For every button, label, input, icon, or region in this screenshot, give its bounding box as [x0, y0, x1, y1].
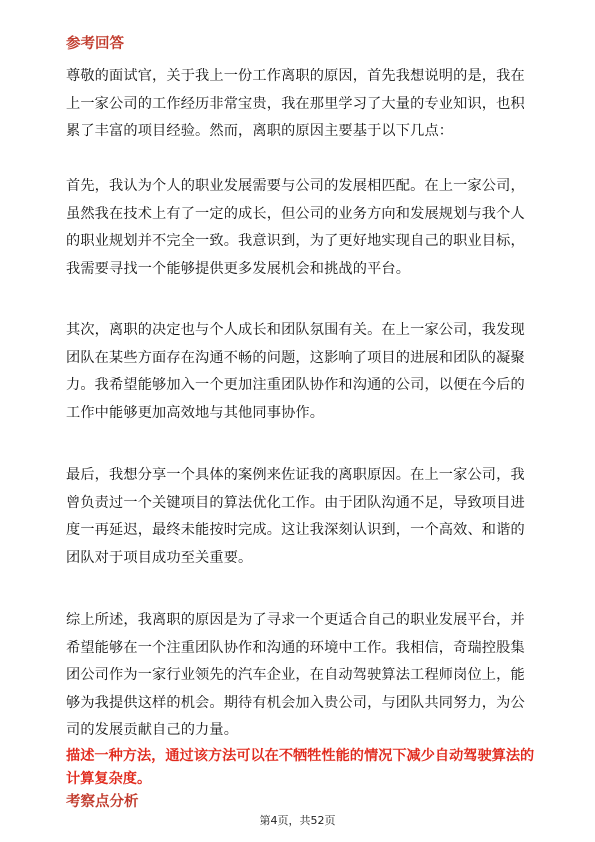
answer-paragraph-second-reason: 其次，离职的决定也与个人成长和团队氛围有关。在上一家公司，我发现团队在某些方面存在沟通不畅的问题，这影响了项目的进展和团队的凝聚力。我希望能够加入一个更加注重团队协作和沟通的公司，以便在今后的工作中能够更加高效地与其他同事协作。 — [66, 322, 525, 421]
analysis-heading: 考察点分析 — [66, 794, 139, 810]
answer-paragraph-case-example: 最后，我想分享一个具体的案例来佐证我的离职原因。在上一家公司，我曾负责过一个关键项目的算法优化工作。由于团队沟通不足，导致项目进度一再延迟，最终未能按时完成。这让我深刻认识到，一个高效、和谐的团队对于项目成功至关重要。 — [66, 467, 525, 566]
answer-paragraph-intro: 尊敬的面试官，关于我上一份工作离职的原因，首先我想说明的是，我在上一家公司的工作经历非常宝贵，我在那里学习了大量的专业知识，也积累了丰富的项目经验。然而，离职的原因主要基于以下几点： — [66, 68, 525, 139]
page-number-footer: 第4页，共52页 — [259, 814, 336, 827]
answer-paragraph-conclusion: 综上所述，我离职的原因是为了寻求一个更适合自己的职业发展平台，并希望能够在一个注重团队协作和沟通的环境中工作。我相信，奇瑞控股集团公司作为一家行业领先的汽车企业，在自动驾驶算法工程师岗位上，能够为我提供这样的机会。期待有机会加入贵公司，与团队共同努力，为公司的发展贡献自己的力量。 — [66, 612, 525, 738]
reference-answer-heading: 参考回答 — [66, 36, 124, 52]
next-interview-question: 描述一种方法，通过该方法可以在不牺牲性能的情况下减少自动驾驶算法的计算复杂度。 — [66, 748, 535, 787]
answer-paragraph-first-reason: 首先，我认为个人的职业发展需要与公司的发展相匹配。在上一家公司，虽然我在技术上有了一定的成长，但公司的业务方向和发展规划与我个人的职业规划并不完全一致。我意识到，为了更好地实现自己的职业目标，我需要寻找一个能够提供更多发展机会和挑战的平台。 — [66, 178, 525, 277]
